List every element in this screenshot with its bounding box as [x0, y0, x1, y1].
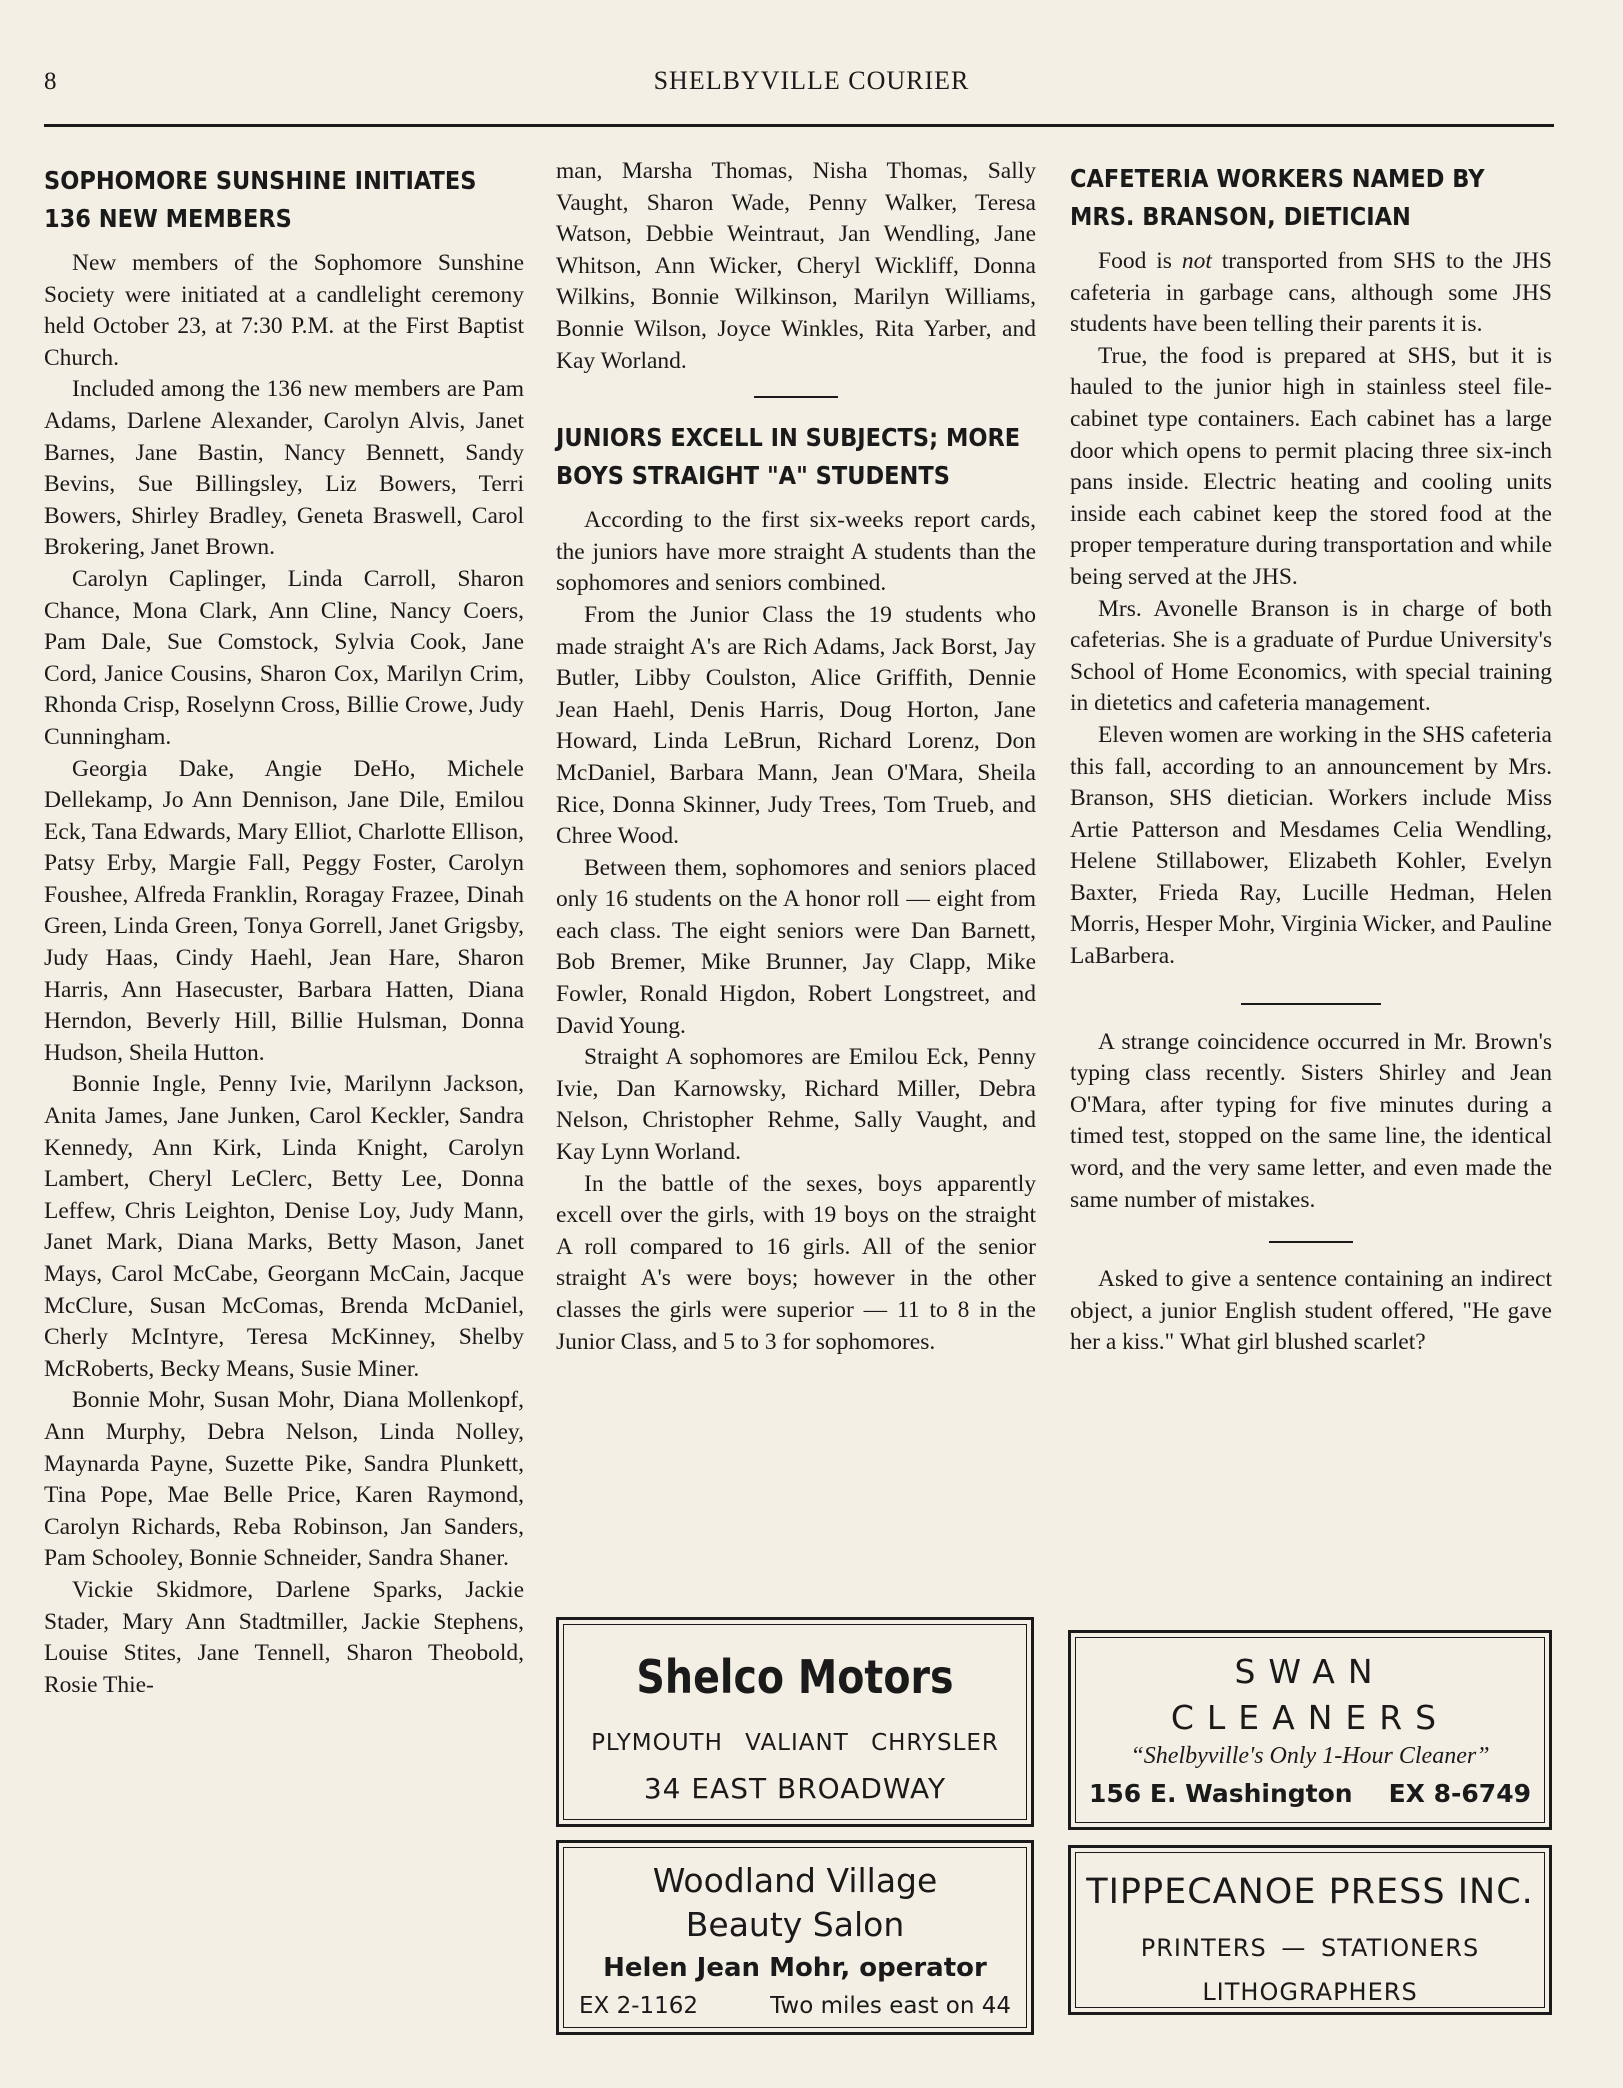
article-paragraph: Included among the 136 new members are Pam Adams, Darlene Alexander, Carolyn Alvis, Janet Barnes, Jane Bastin, Nancy Bennett, Sandy Bevins, Sue Billingsley, Liz Bowers, Terri Bowers, Shirley Bradley, Geneta Braswell, Carol Brokering, Janet Brown. — [44, 376, 524, 561]
emphasis-not: not — [1181, 248, 1212, 274]
masthead: SHELBYVILLE COURIER — [653, 66, 970, 95]
ad-shelco-motors — [556, 1617, 1034, 1827]
separator — [1070, 993, 1552, 1013]
page-number: 8 — [44, 68, 57, 95]
ad-directions: Two miles east on 44 — [770, 1993, 1011, 2019]
ad-brands: PLYMOUTH VALIANT CHRYSLER — [591, 1730, 999, 1756]
article-paragraph: Bonnie Ingle, Penny Ivie, Marilynn Jackson, Anita James, Jane Junken, Carol Keckler, Sandra Kennedy, Ann Kirk, Linda Knight, Carolyn Lambert, Cheryl LeClerc, Betty Lee, Donna Leffew, Chris Leighton, Denise Loy, Judy Mann, Janet Mark, Diana Marks, Betty Mason, Janet Mays, Carol McCabe, Georgann McCain, Jacque McClure, Susan McComas, Brenda McDaniel, Cherly McIntyre, Teresa McKinney, Shelby McRoberts, Becky Means, Susie Miner. — [44, 1071, 524, 1382]
article-paragraph: Bonnie Mohr, Susan Mohr, Diana Mollenkopf, Ann Murphy, Debra Nelson, Linda Nolley, Maynarda Payne, Suzette Pike, Sandra Plunkett, Tina Pope, Mae Belle Price, Karen Raymond, Carolyn Richards, Reba Robinson, Jan Sanders, Pam Schooley, Bonnie Schneider, Sandra Shaner. — [44, 1387, 524, 1572]
ad-services: PRINTERS — STATIONERS — [1140, 1934, 1480, 1962]
headline-cafeteria: CAFETERIA WORKERS NAMED BY MRS. BRANSON, DIETICIAN — [1070, 164, 1485, 231]
article-paragraph: Mrs. Avonelle Branson is in charge of both cafeterias. She is a graduate of Purdue University's School of Home Economics, with special training in dietetics and cafeteria management. — [1070, 595, 1552, 717]
article-paragraph: Georgia Dake, Angie DeHo, Michele Dellekamp, Jo Ann Dennison, Jane Dile, Emilou Eck, Tana Edwards, Mary Elliot, Charlotte Ellison, Patsy Erby, Margie Fall, Peggy Foster, Carolyn Foushee, Alfreda Franklin, Roragay Frazee, Dinah Green, Linda Green, Tonya Gorrell, Janet Grigsby, Judy Haas, Cindy Haehl, Jean Hare, Sharon Harris, Ann Hasecuster, Barbara Hatten, Diana Herndon, Beverly Hill, Billie Hulsman, Donna Hudson, Sheila Hutton. — [44, 755, 524, 1066]
article-paragraph: Eleven women are working in the SHS cafeteria this fall, according to an announcement by Mrs. Branson, SHS dietician. Workers include Miss Artie Patterson and Mesdames Celia Wendling, Helene Stillabower, Elizabeth Kohler, Evelyn Baxter, Frieda Ray, Lucille Hedman, Helen Morris, Hesper Mohr, Virginia Wicker, and Pauline LaBarbera. — [1070, 721, 1552, 970]
ad-tagline: “Shelbyville's Only 1-Hour Cleaner” — [1130, 1743, 1490, 1769]
ad-phone: EX 8-6749 — [1388, 1779, 1531, 1808]
ad-services: LITHOGRAPHERS — [1202, 1978, 1418, 2006]
article-paragraph: Straight A sophomores are Emilou Eck, Penny Ivie, Dan Karnowsky, Richard Miller, Debra Nelson, Christopher Rehme, Sally Vaught, and Kay Lynn Worland. — [556, 1044, 1036, 1166]
ad-operator: Helen Jean Mohr, operator — [603, 1953, 987, 1983]
ad-woodland-village — [556, 1840, 1034, 2035]
article-paragraph: Vickie Skidmore, Darlene Sparks, Jackie Stader, Mary Ann Stadtmiller, Jackie Stephens, Louise Stites, Jane Tennell, Sharon Theobold, Rosie Thie- — [44, 1576, 524, 1698]
article-paragraph: Food is not transported from SHS to the JHS cafeteria in garbage cans, although some JHS students have been telling their parents it is. — [1070, 248, 1553, 338]
article-paragraph: New members of the Sophomore Sunshine Society were initiated at a candlelight ceremony held October 23, at 7:30 P.M. at the First Baptist Church. — [44, 250, 524, 371]
article-continuation: man, Marsha Thomas, Nisha Thomas, Sally Vaught, Sharon Wade, Penny Walker, Teresa Watson, Debbie Weintraut, Jan Wendling, Jane Whitson, Ann Wicker, Cheryl Wickliff, Donna Wilkins, Bonnie Wilkinson, Marilyn Williams, Bonnie Wilson, Joyce Winkles, Rita Yarber, and Kay Worland. — [556, 158, 1036, 374]
ad-swan-cleaners — [1068, 1630, 1552, 1830]
article-paragraph: From the Junior Class the 19 students who made straight A's are Rich Adams, Jack Borst, Jay Butler, Libby Coulston, Alice Griffith, Dennie Jean Haehl, Denis Harris, Doug Horton, Jane Howard, Linda LeBrun, Richard Lorenz, Don McDaniel, Barbara Mann, Jean O'Mara, Sheila Rice, Donna Skinner, Judy Trees, Tom Trueb, and Chree Wood. — [556, 601, 1036, 850]
article-paragraph: Between them, sophomores and seniors placed only 16 students on the A honor roll — eight from each class. The eight seniors were Dan Barnett, Bob Bremer, Mike Brunner, Jay Clapp, Mike Fowler, Ronald Higdon, Robert Longstreet, and David Young. — [556, 854, 1036, 1039]
column-2 — [556, 156, 1036, 1358]
article-paragraph: In the battle of the sexes, boys apparently excell over the girls, with 19 boys on the straight A roll compared to 16 girls. All of the senior straight A's were boys; however in the other classes the girls were superior — 11 to 8 in the Junior Class, and 5 to 3 for sophomores. — [556, 1170, 1036, 1355]
ad-address: 156 E. Washington — [1089, 1779, 1353, 1808]
column-3 — [1070, 160, 1552, 1359]
header-rule — [44, 124, 1554, 127]
article-paragraph: Carolyn Caplinger, Linda Carroll, Sharon Chance, Mona Clark, Ann Cline, Nancy Coers, Pam Dale, Sue Comstock, Sylvia Cook, Jane Cord, Janice Cousins, Sharon Cox, Marilyn Crim, Rhonda Crisp, Roselynn Cross, Billie Crowe, Judy Cunningham. — [44, 565, 524, 750]
ad-title: TIPPECANOE PRESS INC. — [1086, 1872, 1534, 1912]
article-paragraph: True, the food is prepared at SHS, but it is hauled to the junior high in stainless steel file-cabinet type containers. Each cabinet has a large door which opens to permit placing three six-inch pans inside. Electric heating and cooling units inside each cabinet keep the stored food at the proper temperature during transportation and while being served at the JHS. — [1070, 342, 1552, 590]
ad-title: Shelco Motors — [636, 1650, 954, 1704]
ad-title: SWAN CLEANERS — [1170, 1652, 1450, 1737]
ad-phone: EX 2-1162 — [579, 1993, 699, 2019]
coincidence-item: A strange coincidence occurred in Mr. Brown's typing class recently. Sisters Shirley and Jean O'Mara, after typing for five minutes during a timed test, stopped on the same line, the identical word, and the very same letter, and even made the same number of mistakes. — [1070, 1028, 1552, 1213]
headline-juniors: JUNIORS EXCELL IN SUBJECTS; MORE BOYS STRAIGHT "A" STUDENTS — [556, 423, 1021, 491]
joke-item: Asked to give a sentence containing an indirect object, a junior English student offered, "He gave her a kiss." What girl blushed scarlet? — [1070, 1266, 1552, 1356]
ad-title: Woodland Village Beauty Salon — [652, 1861, 938, 1944]
separator — [1070, 1230, 1552, 1250]
article-paragraph: According to the first six-weeks report cards, the juniors have more straight A students than the sophomores and seniors combined. — [556, 507, 1036, 597]
column-1 — [44, 162, 524, 1701]
ad-tippecanoe-press — [1068, 1845, 1552, 2015]
ad-address: 34 EAST BROADWAY — [643, 1772, 947, 1805]
headline-sunshine: SOPHOMORE SUNSHINE INITIATES 136 NEW MEMBERS — [44, 166, 477, 233]
separator — [556, 385, 1036, 405]
